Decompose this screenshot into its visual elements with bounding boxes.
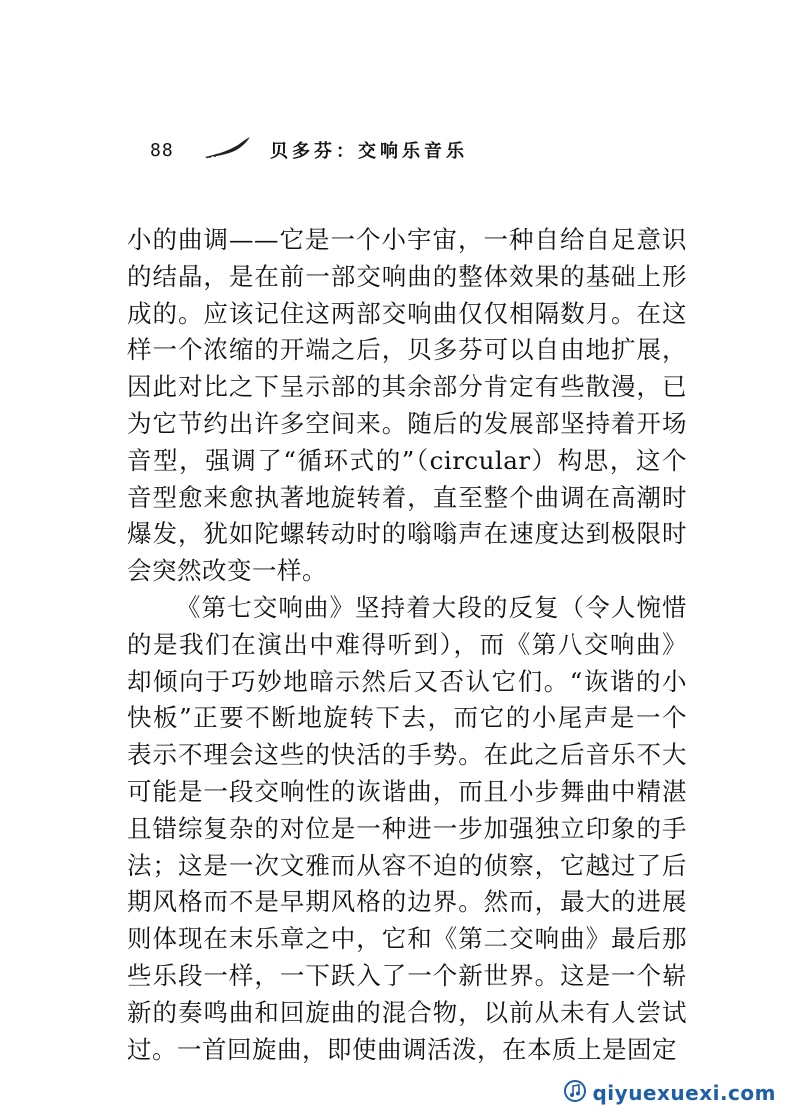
- page-number: 88: [150, 139, 174, 161]
- body-text: [127, 222, 687, 1068]
- running-title: 贝多芬：交响乐音乐: [270, 141, 468, 162]
- running-header: [150, 135, 468, 165]
- site-watermark: [564, 1078, 776, 1108]
- watermark-text: qiyuexuexi.com: [592, 1081, 776, 1105]
- paragraph-continuation: 小的曲调——它是一个小宇宙，一种自给自足意识的结晶，是在前一部交响曲的整体效果的基础上形成的。应该记住这两部交响曲仅仅相隔数月。在这样一个浓缩的开端之后，贝多芬可以自由地扩展，因此对比之下呈示部的其余部分肯定有些散漫，已为它节约出许多空间来。随后的发展部坚持着开场音型，强调了“循环式的”（circular）构思，这个音型愈来愈执著地旋转着，直至整个曲调在高潮时爆发，犹如陀螺转动时的嗡嗡声在速度达到极限时会突然改变一样。: [127, 225, 687, 586]
- quill-pen-icon: [202, 135, 270, 165]
- music-note-icon: [564, 1080, 592, 1107]
- paragraph: 《第七交响曲》坚持着大段的反复（令人惋惜的是我们在演出中难得听到），而《第八交响曲》却倾向于巧妙地暗示然后又否认它们。“诙谐的小快板”正要不断地旋转下去，而它的小尾声是一个表示不理会这些的快活的手势。在此之后音乐不大可能是一段交响性的诙谐曲，而且小步舞曲中精湛且错综复杂的对位是一种进一步加强独立印象的手法；这是一次文雅而从容不迫的侦察，它越过了后期风格而不是早期风格的边界。然而，最大的进展则体现在末乐章之中，它和《第二交响曲》最后那些乐段一样，一下跃入了一个新世界。这是一个崭新的奏鸣曲和回旋曲的混合物，以前从未有人尝试过。一首回旋曲，即使曲调活泼，在本质上是固定: [127, 592, 687, 1064]
